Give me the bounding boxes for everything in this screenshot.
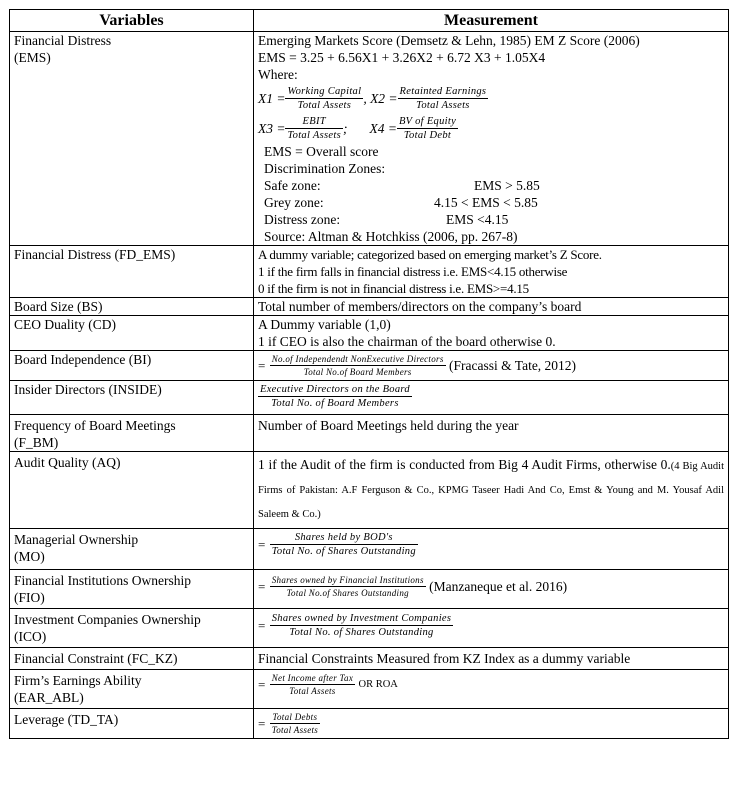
header-measurement: Measurement <box>254 10 729 32</box>
table-row <box>10 570 729 609</box>
variable-cell <box>10 415 254 452</box>
grey-zone <box>258 194 724 211</box>
fio-denominator: Total No.of Shares Outstanding <box>286 588 409 598</box>
table-row <box>10 381 729 415</box>
equals-sign: = <box>258 716 266 731</box>
cd-line1: A Dummy variable (1,0) <box>258 317 391 332</box>
variable-name: Financial Distress <box>14 33 112 48</box>
x2-label: , X2 = <box>363 90 398 106</box>
x4-fraction <box>397 115 458 142</box>
x3-denominator: Total Assets <box>287 129 341 141</box>
header-variables: Variables <box>10 10 254 32</box>
equals-sign: = <box>258 579 266 594</box>
measurement-cell <box>254 609 729 648</box>
variable-name: Firm’s Earnings Ability <box>14 673 142 688</box>
ico-numerator: Shares owned by Investment Companies <box>271 613 452 624</box>
measurement-cell <box>254 351 729 381</box>
ems-description: Emerging Markets Score (Demsetz & Lehn, 1985) EM Z Score (2006) <box>258 33 640 48</box>
variable-name: Frequency of Board Meetings <box>14 418 176 433</box>
grey-zone-label: Grey zone: <box>264 195 324 210</box>
table-row <box>10 648 729 670</box>
safe-zone-value: EMS > 5.85 <box>474 178 540 193</box>
measurement-cell <box>254 32 729 246</box>
x1-denominator: Total Assets <box>297 99 352 111</box>
fio-citation: (Manzaneque et al. 2016) <box>429 579 568 594</box>
header-row <box>10 10 729 32</box>
fio-numerator: Shares owned by Financial Institutions <box>271 575 424 585</box>
zones-title: Discrimination Zones: <box>264 161 386 176</box>
ear-numerator: Net Income after Tax <box>271 673 354 683</box>
variable-cell <box>10 570 254 609</box>
distress-zone <box>258 211 724 228</box>
ems-overall: EMS = Overall score <box>264 144 379 159</box>
measurement-cell: Financial Constraints Measured from KZ Index as a dummy variable <box>254 648 729 670</box>
lev-denominator: Total Assets <box>271 725 319 735</box>
x4-numerator: BV of Equity <box>398 115 457 127</box>
measurement-cell: Number of Board Meetings held during the year <box>254 415 729 452</box>
mo-denominator: Total No. of Shares Outstanding <box>271 546 416 557</box>
inside-numerator: Executive Directors on the Board <box>260 384 410 395</box>
measurement-cell <box>254 670 729 709</box>
ear-fraction <box>270 672 355 697</box>
mo-fraction <box>270 531 418 558</box>
table-row <box>10 298 729 316</box>
variable-cell: Board Size (BS) <box>10 298 254 316</box>
fd-ems-line2: 1 if the firm falls in financial distress i.e. EMS<4.15 otherwise <box>258 264 568 279</box>
measurement-cell <box>254 452 729 529</box>
lev-fraction <box>270 711 320 736</box>
x2-fraction <box>398 85 489 112</box>
variable-code: (EMS) <box>14 50 51 65</box>
ems-source: Source: Altman & Hotchkiss (2006, pp. 267-8) <box>264 229 518 244</box>
variable-cell: Insider Directors (INSIDE) <box>10 381 254 415</box>
lev-numerator: Total Debts <box>270 711 320 724</box>
x3-separator: ; <box>342 120 348 136</box>
variable-name: Investment Companies Ownership <box>14 612 201 627</box>
inside-denominator: Total No. of Board Members <box>271 398 399 409</box>
x1-label: X1 = <box>258 90 286 106</box>
aq-main: 1 if the Audit of the firm is conducted from Big 4 Audit Firms, otherwise 0. <box>258 457 671 472</box>
grey-zone-value: 4.15 < EMS < 5.85 <box>434 195 538 210</box>
bi-citation: (Fracassi & Tate, 2012) <box>449 358 577 373</box>
x3-label: X3 = <box>258 120 286 136</box>
measurement-cell <box>254 529 729 570</box>
equals-sign: = <box>258 677 266 692</box>
variable-cell: Financial Distress (FD_EMS) <box>10 246 254 298</box>
safe-zone-label: Safe zone: <box>264 178 321 193</box>
table-row <box>10 452 729 529</box>
fd-ems-line3: 0 if the firm is not in financial distress i.e. EMS>=4.15 <box>258 281 529 296</box>
variable-name: Financial Institutions Ownership <box>14 573 191 588</box>
x1-numerator: Working Capital <box>287 85 362 97</box>
variable-code: (EAR_ABL) <box>14 690 84 705</box>
mo-numerator: Shares held by BOD's <box>270 531 418 545</box>
inside-fraction <box>258 383 412 410</box>
x2-numerator: Retainted Earnings <box>399 85 487 97</box>
variable-code: (MO) <box>14 549 45 564</box>
x1-fraction <box>285 85 363 112</box>
aq-note: (4 Big Audit Firms of Pakistan: A.F Ferguson & Co., KPMG Taseer Hadi And Co, Emst & Young and M. Yousaf Adil Saleem & Co.) <box>258 461 724 520</box>
variable-code: (ICO) <box>14 629 47 644</box>
variable-cell: Leverage (TD_TA) <box>10 709 254 739</box>
distress-zone-value: EMS <4.15 <box>446 212 509 227</box>
cd-line2: 1 if CEO is also the chairman of the board otherwise 0. <box>258 334 556 349</box>
ems-where: Where: <box>258 67 298 82</box>
variable-cell: Board Independence (BI) <box>10 351 254 381</box>
variable-cell <box>10 670 254 709</box>
table-row <box>10 609 729 648</box>
variable-cell: Financial Constraint (FC_KZ) <box>10 648 254 670</box>
table-row <box>10 316 729 351</box>
fd-ems-line1: A dummy variable; categorized based on emerging market’s Z Score. <box>258 247 602 262</box>
variable-cell <box>10 32 254 246</box>
equals-sign: = <box>258 358 266 373</box>
x4-label: X4 = <box>369 120 397 136</box>
table-row <box>10 670 729 709</box>
x2-denominator: Total Assets <box>416 99 470 111</box>
fio-fraction <box>270 574 426 599</box>
ico-fraction <box>270 612 454 639</box>
variables-table <box>9 9 729 739</box>
table-row <box>10 415 729 452</box>
variable-cell: Audit Quality (AQ) <box>10 452 254 529</box>
table-row <box>10 32 729 246</box>
variable-name: Managerial Ownership <box>14 532 139 547</box>
x3-fraction <box>285 115 343 142</box>
measurement-cell: Total number of members/directors on the company’s board <box>254 298 729 316</box>
table-row <box>10 246 729 298</box>
variable-cell: CEO Duality (CD) <box>10 316 254 351</box>
ear-suffix: OR ROA <box>358 679 398 690</box>
bi-numerator: No.of Independendt NonExecutive Directors <box>271 354 444 364</box>
x1-x2-formula <box>258 83 724 113</box>
measurement-cell <box>254 570 729 609</box>
safe-zone <box>258 177 724 194</box>
variable-code: (FIO) <box>14 590 45 605</box>
ico-denominator: Total No. of Shares Outstanding <box>289 627 434 638</box>
measurement-cell <box>254 246 729 298</box>
measurement-cell <box>254 381 729 415</box>
ear-denominator: Total Assets <box>289 686 336 696</box>
x3-x4-formula <box>258 113 724 143</box>
bi-fraction <box>270 353 446 378</box>
ems-formula: EMS = 3.25 + 6.56X1 + 3.26X2 + 6.72 X3 + 1.05X4 <box>258 50 546 65</box>
bi-denominator: Total No.of Board Members <box>303 367 412 377</box>
equals-sign: = <box>258 537 266 552</box>
variable-code: (F_BM) <box>14 435 59 450</box>
table-row <box>10 529 729 570</box>
table-row <box>10 351 729 381</box>
x4-denominator: Total Debt <box>403 129 452 141</box>
x3-numerator: EBIT <box>285 115 343 129</box>
equals-sign: = <box>258 618 266 633</box>
variable-cell <box>10 529 254 570</box>
measurement-cell <box>254 709 729 739</box>
table-row <box>10 709 729 739</box>
distress-zone-label: Distress zone: <box>264 212 341 227</box>
variable-cell <box>10 609 254 648</box>
measurement-cell <box>254 316 729 351</box>
